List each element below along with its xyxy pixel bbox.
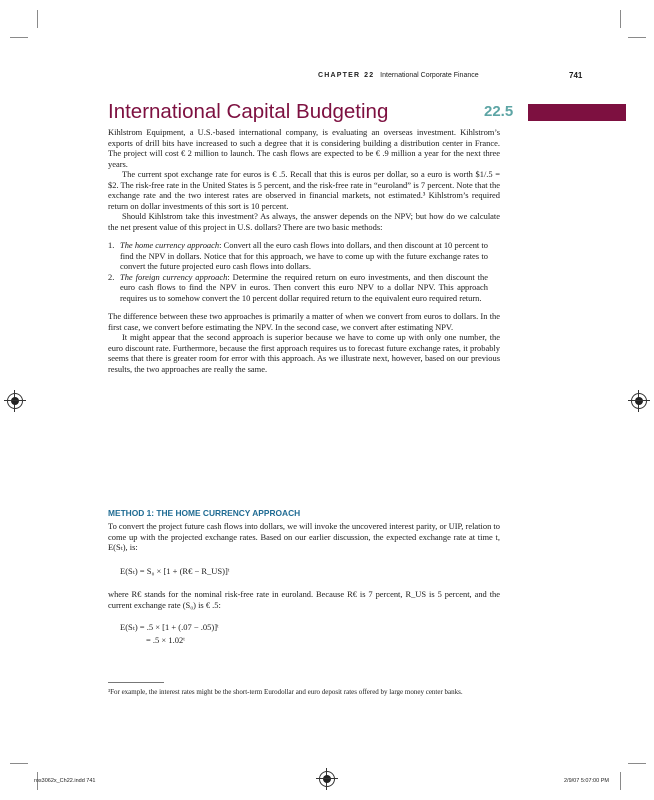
crop-mark	[620, 772, 621, 790]
chapter-label: CHAPTER	[318, 72, 361, 79]
slug-timestamp: 2/9/07 5:07:00 PM	[564, 778, 609, 784]
paragraph: It might appear that the second approach is superior because we have to come up with only one number, the euro discount rate. Furthermore, because the first approach requires us to forecast future exchange rates, it probably seems that there is greater room for error with this approach. As we illustrate next, however, based on our previous results, the two approaches are really the same.	[108, 332, 500, 374]
crop-mark	[628, 37, 646, 38]
subsection-heading: METHOD 1: THE HOME CURRENCY APPROACH	[108, 508, 301, 518]
paragraph: To convert the project future cash flows into dollars, we will invoke the uncovered interest parity, or UIP, relation to come up with the projected exchange rates. Based on our earlier discussion, the expected exchange rate at time t, E(Sₜ), is:	[108, 521, 500, 552]
crop-mark	[10, 37, 28, 38]
crop-mark	[37, 10, 38, 28]
paragraph: The current spot exchange rate for euros is € .5. Recall that this is euros per dollar, so a euro is worth $1/.5 = $2. The risk-free rate in the United States is 5 percent, and the risk-free rate in “euroland” is 7 percent. Note that the exchange rate and the two interest rates are observed in financial markets, not estimated.³ Kihlstrom’s required return on dollar investments of this sort is 10 percent.	[108, 169, 500, 211]
paragraph: The difference between these two approaches is primarily a matter of when we convert from euros to dollars. In the first case, we convert before estimating the NPV. In the second case, we convert after estimating NPV.	[108, 311, 500, 332]
equation-expected-exchange-rate: E(Sₜ) = S₀ × [1 + (R€ − R_US)]ᵗ	[120, 566, 230, 576]
list-item	[108, 272, 500, 304]
list-item-text: : Convert all the euro cash flows into dollars, and then discount at 10 percent to find the NPV in dollars. Notice that for this approach, we have to come up with the future exchange rates to convert the future projected euro cash flows into dollars.	[120, 240, 488, 271]
registration-mark-icon	[319, 771, 335, 787]
section-number: 22.5	[484, 103, 514, 120]
footnote: ³For example, the interest rates might be the short-term Eurodollar and euro deposit rates offered by large money center banks.	[108, 688, 463, 696]
section-title: International Capital Budgeting	[108, 100, 389, 123]
equation-line-2: = .5 × 1.02ᵗ	[146, 635, 185, 645]
method1-text	[108, 521, 500, 553]
paragraph: where R€ stands for the nominal risk-free rate in euroland. Because R€ is 7 percent, R_US is 5 percent, and the current exchange rate (S₀) is € .5:	[108, 589, 500, 610]
list-item	[108, 240, 500, 272]
list-item-term: The home currency approach	[120, 240, 220, 250]
equation-line-1: E(Sₜ) = .5 × [1 + (.07 − .05)]ᵗ	[120, 622, 219, 632]
registration-mark-icon	[631, 393, 647, 409]
page-number: 741	[569, 71, 583, 80]
running-head	[318, 72, 479, 79]
list-item-text: : Determine the required return on euro investments, and then discount the euro cash flows to find the NPV in euros. Then convert this euro NPV to a dollar NPV. This approach requires us to somehow convert the 10 percent dollar required return to the equivalent euro required return.	[120, 271, 488, 303]
body-text	[108, 127, 500, 374]
paragraph: Should Kihlstrom take this investment? As always, the answer depends on the NPV; but how do we calculate the net present value of this project in U.S. dollars? There are two basic methods:	[108, 211, 500, 232]
footnote-rule	[108, 682, 164, 683]
list-item-number: 2.	[108, 271, 115, 282]
section-color-bar	[528, 104, 626, 121]
method1-text-2	[108, 589, 500, 610]
methods-list	[108, 240, 500, 303]
slug-file: ros3062x_Ch22.indd 741	[34, 778, 96, 784]
paragraph: Kihlstrom Equipment, a U.S.-based international company, is evaluating an overseas investment. Kihlstrom’s exports of drill bits have increased to such a degree that it is considering building a distribution center in France. The project will cost € 2 million to launch. The cash flows are expected to be € .9 million a year for the next three years.	[108, 127, 500, 169]
crop-mark	[628, 763, 646, 764]
list-item-term: The foreign currency approach	[120, 271, 228, 282]
registration-mark-icon	[7, 393, 23, 409]
crop-mark	[10, 763, 28, 764]
chapter-title: International Corporate Finance	[380, 72, 479, 79]
crop-mark	[620, 10, 621, 28]
list-item-number: 1.	[108, 240, 115, 250]
chapter-number: 22	[364, 72, 375, 79]
